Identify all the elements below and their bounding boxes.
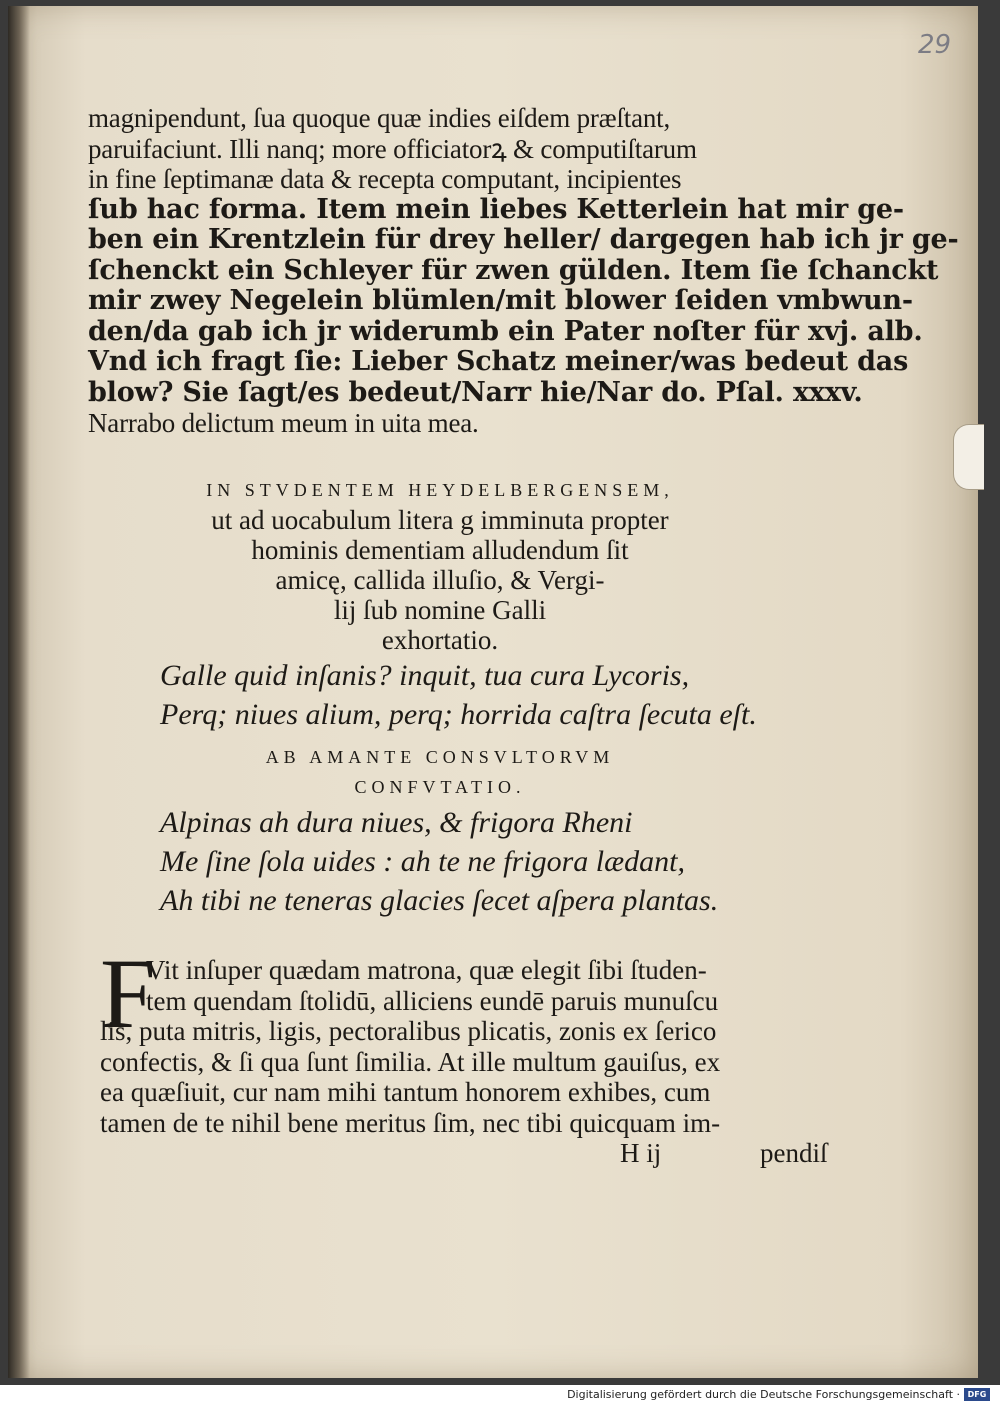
text-line: confectis, & ſi qua ſunt ſimilia. At ille multum gauiſus, ex <box>100 1046 721 1077</box>
text-line: Vit inſuper quædam matrona, quæ elegit ſibi ſtuden- <box>146 955 707 985</box>
text-line: Vnd ich fragt ſie: Lieber Schatz meiner/was bedeut das <box>88 346 909 377</box>
text-line: tem quendam ſtolidū, alliciens eundē paruis munuſcu <box>146 985 719 1016</box>
verse-galle <box>160 656 757 734</box>
heading-line: exhortatio. <box>381 625 499 655</box>
heading-caps: CONFVTATIO. <box>354 777 526 797</box>
catchword: pendiſ <box>760 1138 828 1168</box>
verse-line: Me ſine ſola uides : ah te ne frigora lædant, <box>160 845 685 878</box>
verse-line: Ah tibi ne teneras glacies ſecet aſpera plantas. <box>160 884 719 917</box>
verse-line: Galle quid inſanis? inquit, tua cura Lycoris, <box>160 659 690 692</box>
text-line: magnipendunt, ſua quoque quæ indies eiſdem præſtant, <box>88 103 671 133</box>
footer-bar <box>0 1385 1000 1405</box>
text-line: in fine ſeptimanæ data & recepta computant, incipientes <box>88 164 682 194</box>
text-line: ben ein Krentzlein für drey heller/ dargegen hab ich jr ge- <box>88 224 959 255</box>
heading-amante <box>80 742 800 802</box>
dfg-logo-icon[interactable]: DFG <box>964 1388 990 1401</box>
verse-line: Perq; niues alium, perq; horrida caſtra ſecuta eſt. <box>160 698 757 731</box>
body-text <box>88 103 959 439</box>
text-line: lis, puta mitris, ligis, pectoralibus plicatis, zonis ex ſerico <box>100 1016 717 1046</box>
heading-caps: AB AMANTE CONSVLTORVM <box>265 747 615 767</box>
heading-line: lij ſub nomine Galli <box>333 595 547 625</box>
footer-credit: Digitalisierung gefördert durch die Deutsche Forschungsgemeinschaft · <box>567 1388 960 1401</box>
text-line: ſchenckt ein Schleyer für zwen gülden. Item ſie ſchanckt <box>88 254 939 286</box>
text-line: ea quæſiuit, cur nam mihi tantum honorem exhibes, cum <box>100 1077 711 1107</box>
heading-line: amicę, callida illuſio, & Vergi- <box>275 565 605 595</box>
signature-mark: H ij <box>620 1138 662 1168</box>
heading-line: hominis dementiam alludendum ſit <box>251 535 629 565</box>
drop-cap: F <box>100 938 156 1049</box>
page-tab <box>953 424 984 490</box>
verse-line: Alpinas ah dura niues, & frigora Rheni <box>160 806 633 839</box>
heading-line: ut ad uocabulum litera g imminuta propter <box>211 505 669 535</box>
paragraph-matrona <box>100 955 815 1138</box>
text-line: Narrabo delictum meum in uita mea. <box>88 408 479 438</box>
verse-alpinas <box>160 803 718 920</box>
page-spine-shadow <box>8 6 30 1378</box>
heading-student <box>80 475 800 655</box>
folio-number: 29 <box>918 30 952 60</box>
text-line: tamen de te nihil bene meritus ſim, nec tibi quicquam im- <box>100 1107 721 1138</box>
text-line: paruifaciunt. Illi nanq; more officiatorꝝ & computiſtarum <box>88 133 697 164</box>
text-line: mir zwey Negelein blümlen/mit blower ſeiden vmbwun- <box>88 285 913 316</box>
text-line: ſub hac forma. Item mein liebes Ketterlein hat mir ge- <box>88 193 904 225</box>
text-line: den/da gab ich jr widerumb ein Pater noſter für xvj. alb. <box>88 315 923 347</box>
text-line: blow? Sie ſagt/es bedeut/Narr hie/Nar do. Pſal. xxxv. <box>88 376 863 408</box>
heading-caps: IN STVDENTEM HEYDELBERGENSEM, <box>206 480 674 500</box>
